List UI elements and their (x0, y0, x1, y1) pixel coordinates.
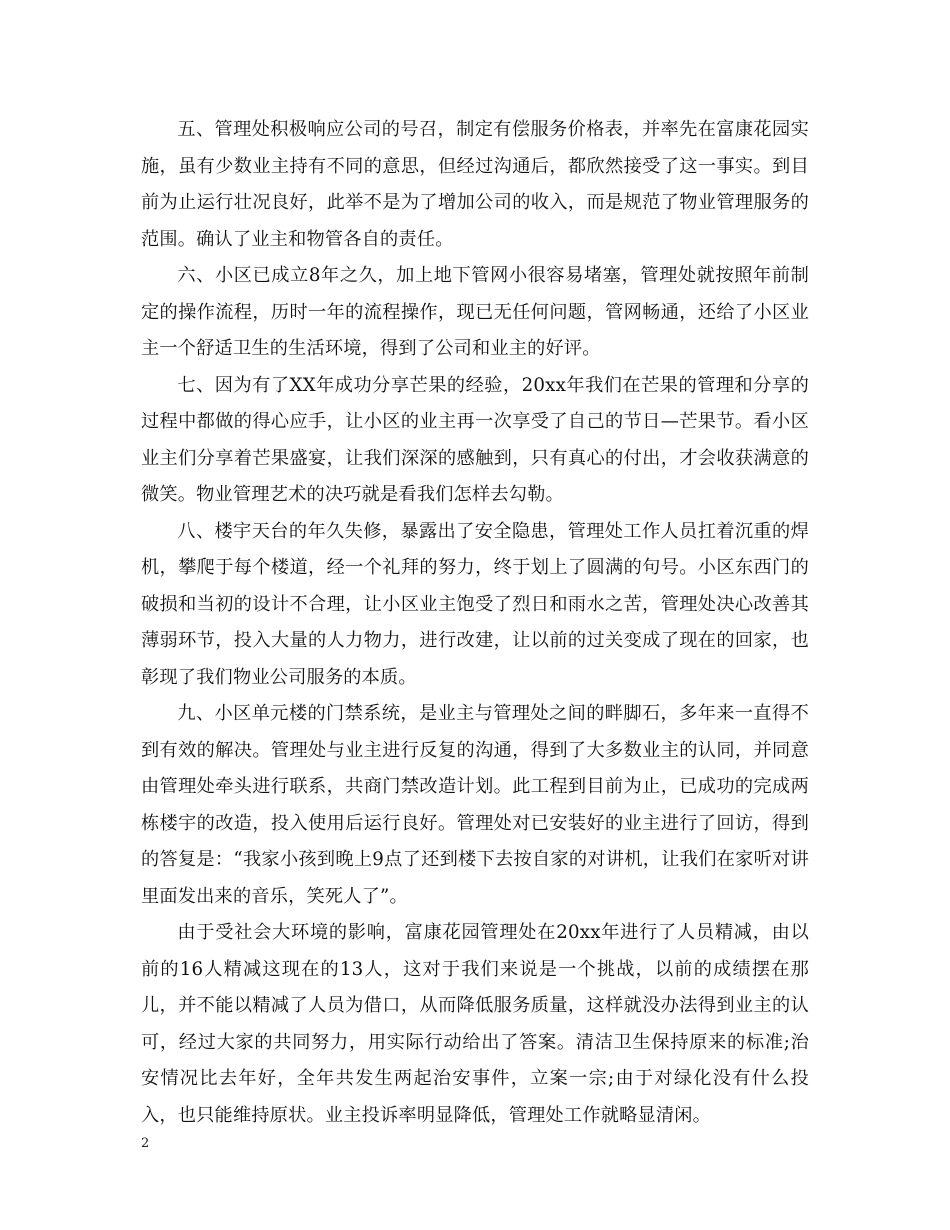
document-body (141, 112, 809, 1134)
paragraph-eight: 八、楼宇天台的年久失修，暴露出了安全隐患，管理处工作人员扛着沉重的焊机，攀爬于每个楼道，经一个礼拜的努力，终于划上了圆满的句号。小区东西门的破损和当初的设计不合理，让小区业主饱受了烈日和雨水之苦，管理处决心改善其薄弱环节，投入大量的人力物力，进行改建，让以前的过关变成了现在的回家，也彰现了我们物业公司服务的本质。 (141, 520, 809, 688)
paragraph-nine: 九、小区单元楼的门禁系统，是业主与管理处之间的畔脚石，多年来一直得不到有效的解决。管理处与业主进行反复的沟通，得到了大多数业主的认同，并同意由管理处牵头进行联系，共商门禁改造计划。此工程到目前为止，已成功的完成两栋楼宇的改造，投入使用后运行良好。管理处对已安装好的业主进行了回访，得到的答复是：“我家小孩到晚上9点了还到楼下去按自家的对讲机，让我们在家听对讲里面发出来的音乐，笑死人了”。 (141, 703, 809, 907)
paragraph-summary: 由于受社会大环境的影响，富康花园管理处在20xx年进行了人员精减，由以前的16人精减这现在的13人，这对于我们来说是一个挑战，以前的成绩摆在那儿，并不能以精减了人员为借口，从而降低服务质量，这样就没办法得到业主的认可，经过大家的共同努力，用实际行动给出了答案。清洁卫生保持原来的标准;治安情况比去年好，全年共发生两起治安事件，立案一宗;由于对绿化没有什么投入，也只能维持原状。业主投诉率明显降低，管理处工作就略显清闲。 (141, 922, 809, 1126)
paragraph-seven: 七、因为有了XX年成功分享芒果的经验，20xx年我们在芒果的管理和分享的过程中都做的得心应手，让小区的业主再一次享受了自己的节日—芒果节。看小区业主们分享着芒果盛宴，让我们深深的感触到，只有真心的付出，才会收获满意的微笑。物业管理艺术的决巧就是看我们怎样去勾勒。 (141, 374, 809, 505)
page-number: 2 (141, 1136, 150, 1151)
paragraph-six: 六、小区已成立8年之久，加上地下管网小很容易堵塞，管理处就按照年前制定的操作流程，历时一年的流程操作，现已无任何问题，管网畅通，还给了小区业主一个舒适卫生的生活环境，得到了公司和业主的好评。 (141, 265, 809, 359)
paragraph-five: 五、管理处积极响应公司的号召，制定有偿服务价格表，并率先在富康花园实施，虽有少数业主持有不同的意思，但经过沟通后，都欣然接受了这一事实。到目前为止运行壮况良好，此举不是为了增加公司的收入，而是规范了物业管理服务的范围。确认了业主和物管各自的责任。 (141, 119, 809, 250)
